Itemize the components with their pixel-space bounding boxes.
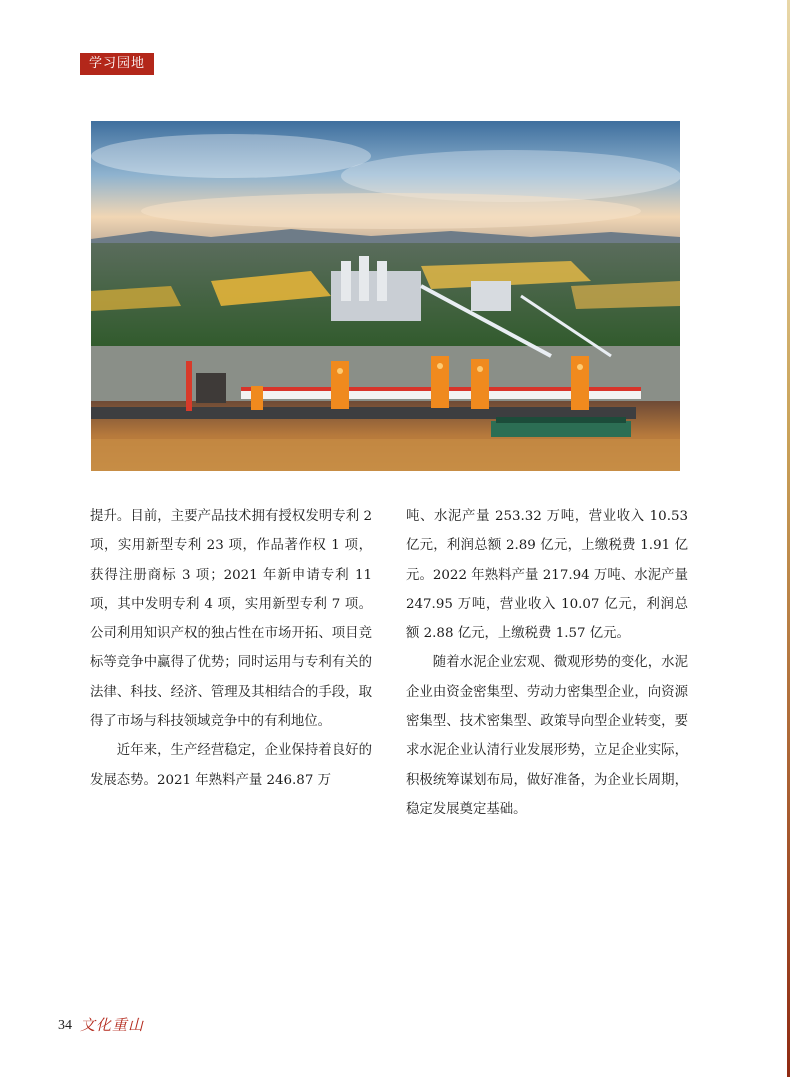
- article-right-column: [406, 502, 688, 824]
- section-tag: 学习园地: [80, 53, 154, 75]
- page-number: 34: [58, 1018, 72, 1033]
- paragraph: 吨、水泥产量 253.32 万吨，营业收入 10.53 亿元，利润总额 2.89 亿元，上缴税费 1.91 亿元。2022 年熟料产量 217.94 万吨、水泥产量 247.95 万吨，营业收入 10.07 亿元，利润总额 2.88 亿元，上缴税费 1.57 亿元。: [406, 509, 688, 642]
- page-edge-decoration: [787, 0, 790, 1077]
- article-left-column: [90, 502, 372, 795]
- paragraph: 提升。目前，主要产品技术拥有授权发明专利 2 项，实用新型专利 23 项，作品著作权 1 项，获得注册商标 3 项；2021 年新申请专利 11 项，其中发明专利 4 项，实用新型专利 7 项。公司利用知识产权的独占性在市场开拓、项目竞标等竞争中赢得了优势；同时运用与专利有关的法律、科技、经济、管理及其相结合的手段，取得了市场与科技领域竞争中的有利地位。: [90, 509, 372, 730]
- magazine-brand-logo: 文化重山: [80, 1016, 145, 1034]
- paragraph: 随着水泥企业宏观、微观形势的变化，水泥企业由资金密集型、劳动力密集型企业，向资源密集型、技术密集型、政策导向型企业转变，要求水泥企业认清行业发展形势，立足企业实际，积极统筹谋划布局，做好准备，为企业长周期，稳定发展奠定基础。: [406, 655, 688, 817]
- port-aerial-photo: [91, 121, 680, 471]
- paragraph: 近年来，生产经营稳定，企业保持着良好的发展态势。2021 年熟料产量 246.87 万: [90, 743, 372, 788]
